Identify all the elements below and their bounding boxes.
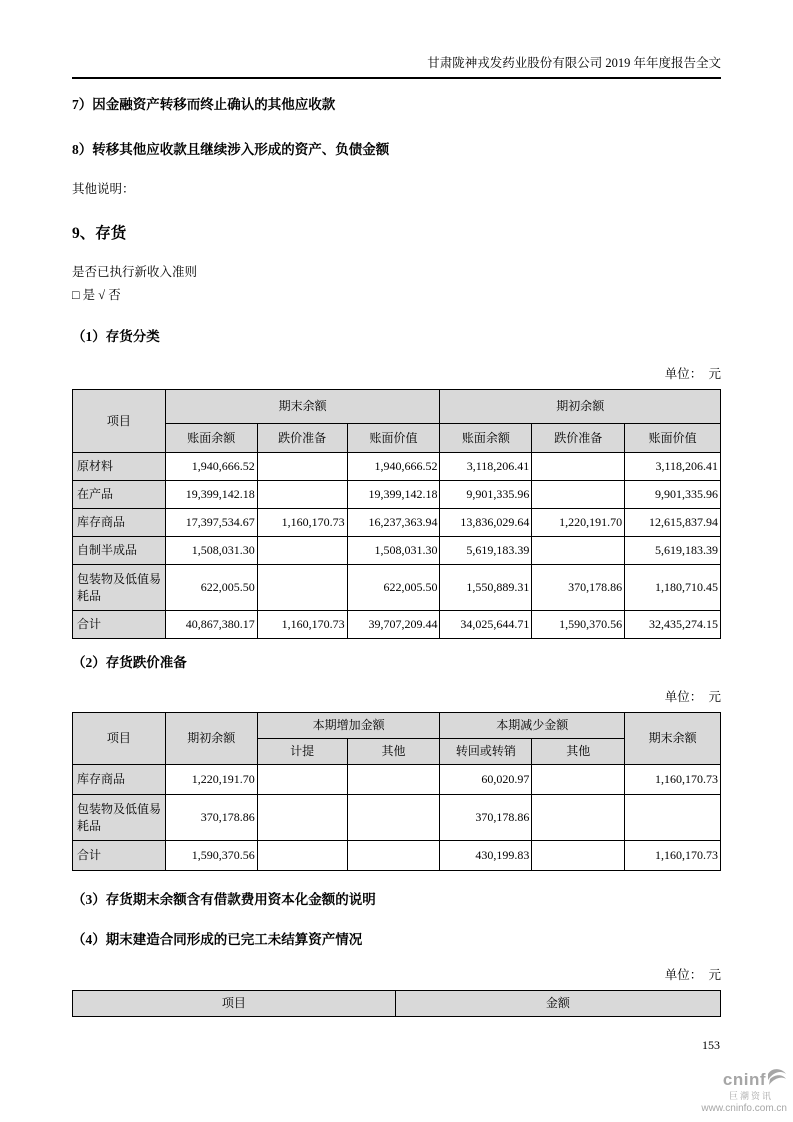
t1-subcol: 账面余额 xyxy=(165,424,257,453)
table-row xyxy=(73,565,721,611)
t2-cell: 1,160,170.73 xyxy=(625,765,721,795)
t1-group-begin: 期初余额 xyxy=(440,390,721,424)
new-revenue-question: 是否已执行新收入准则 xyxy=(72,265,198,279)
t2-row-item: 库存商品 xyxy=(73,765,166,795)
t1-subcol: 账面价值 xyxy=(625,424,721,453)
table-row xyxy=(73,537,721,565)
t2-subcol: 其他 xyxy=(347,739,440,765)
t2-cell xyxy=(257,795,347,841)
t2-cell xyxy=(257,841,347,871)
cninfo-brand-line xyxy=(677,1068,787,1091)
t1-cell: 40,867,380.17 xyxy=(165,611,257,639)
cninfo-url: www.cninfo.com.cn xyxy=(701,1102,787,1114)
t2-cell: 1,590,370.56 xyxy=(165,841,257,871)
t1-cell: 1,508,031.30 xyxy=(165,537,257,565)
t2-cell: 1,220,191.70 xyxy=(165,765,257,795)
t2-cell xyxy=(347,765,440,795)
t1-cell: 3,118,206.41 xyxy=(625,453,721,481)
t1-cell: 19,399,142.18 xyxy=(165,481,257,509)
t1-row-item: 库存商品 xyxy=(73,509,166,537)
t2-group-increase: 本期增加金额 xyxy=(257,713,440,739)
cninfo-brand-text: cninf xyxy=(722,1069,766,1089)
cninfo-brand-cn: 巨潮资讯 xyxy=(728,1091,773,1102)
t1-row-item: 原材料 xyxy=(73,453,166,481)
t1-cell: 13,836,029.64 xyxy=(440,509,532,537)
t2-col-item: 项目 xyxy=(73,713,166,765)
t1-cell: 370,178.86 xyxy=(532,565,625,611)
t1-cell: 1,940,666.52 xyxy=(347,453,440,481)
t2-col-end: 期末余额 xyxy=(625,713,721,765)
t2-group-decrease: 本期减少金额 xyxy=(440,713,625,739)
t1-cell: 12,615,837.94 xyxy=(625,509,721,537)
t2-cell: 370,178.86 xyxy=(165,795,257,841)
report-title: 甘肃陇神戎发药业股份有限公司 2019 年年度报告全文 xyxy=(427,56,721,70)
t1-subcol: 跌价准备 xyxy=(257,424,347,453)
section-9-heading: 9、存货 xyxy=(72,225,127,242)
table-row xyxy=(73,611,721,639)
t2-cell xyxy=(625,795,721,841)
t1-col-item: 项目 xyxy=(73,390,166,453)
t1-cell: 9,901,335.96 xyxy=(440,481,532,509)
t2-cell xyxy=(532,795,625,841)
t1-cell: 5,619,183.39 xyxy=(440,537,532,565)
t1-cell: 17,397,534.67 xyxy=(165,509,257,537)
section-9-2-heading: （2）存货跌价准备 xyxy=(72,655,187,670)
t3-col-amount: 金额 xyxy=(395,991,720,1017)
t2-cell xyxy=(532,765,625,795)
t1-cell: 622,005.50 xyxy=(165,565,257,611)
t2-cell xyxy=(532,841,625,871)
t1-group-end: 期末余额 xyxy=(165,390,440,424)
t1-subcol: 账面余额 xyxy=(440,424,532,453)
t2-cell: 60,020.97 xyxy=(440,765,532,795)
t1-row-item: 在产品 xyxy=(73,481,166,509)
table-row xyxy=(73,841,721,871)
table-row xyxy=(73,509,721,537)
table-row xyxy=(73,453,721,481)
t2-cell: 430,199.83 xyxy=(440,841,532,871)
t1-cell xyxy=(257,537,347,565)
other-note-label: 其他说明： xyxy=(72,182,135,196)
t2-cell xyxy=(347,795,440,841)
unit-label-3: 单位： 元 xyxy=(664,968,721,982)
t2-row-item: 合计 xyxy=(73,841,166,871)
page-number: 153 xyxy=(702,1038,720,1052)
t1-cell xyxy=(532,481,625,509)
table-row xyxy=(73,765,721,795)
t2-subcol: 其他 xyxy=(532,739,625,765)
t1-cell xyxy=(257,453,347,481)
section-9-4-heading: （4）期末建造合同形成的已完工未结算资产情况 xyxy=(72,932,363,947)
t1-cell: 39,707,209.44 xyxy=(347,611,440,639)
cninfo-logo xyxy=(677,1068,787,1114)
t1-row-item: 合计 xyxy=(73,611,166,639)
cninfo-swirl-icon xyxy=(767,1068,787,1091)
unit-label-2: 单位： 元 xyxy=(664,690,721,704)
t1-cell: 3,118,206.41 xyxy=(440,453,532,481)
t1-cell: 16,237,363.94 xyxy=(347,509,440,537)
page-header xyxy=(72,0,721,79)
inventory-classification-table xyxy=(72,389,721,639)
unit-label-1: 单位： 元 xyxy=(664,367,721,381)
t2-cell: 1,160,170.73 xyxy=(625,841,721,871)
t1-cell: 622,005.50 xyxy=(347,565,440,611)
t1-cell: 1,590,370.56 xyxy=(532,611,625,639)
t2-cell: 370,178.86 xyxy=(440,795,532,841)
section-8-heading: 8）转移其他应收款且继续涉入形成的资产、负债金额 xyxy=(72,142,390,157)
new-revenue-answer: □ 是 √ 否 xyxy=(72,288,121,302)
section-9-3-heading: （3）存货期末余额含有借款费用资本化金额的说明 xyxy=(72,892,376,907)
t1-cell: 1,160,170.73 xyxy=(257,509,347,537)
t1-cell: 9,901,335.96 xyxy=(625,481,721,509)
t1-row-item: 自制半成品 xyxy=(73,537,166,565)
t1-subcol: 账面价值 xyxy=(347,424,440,453)
t1-row-item: 包装物及低值易耗品 xyxy=(73,565,166,611)
completed-unsettled-assets-table xyxy=(72,990,721,1017)
t1-cell: 1,508,031.30 xyxy=(347,537,440,565)
t1-cell: 19,399,142.18 xyxy=(347,481,440,509)
t2-subcol: 转回或转销 xyxy=(440,739,532,765)
t1-cell xyxy=(532,453,625,481)
t3-col-item: 项目 xyxy=(73,991,396,1017)
t1-cell: 1,550,889.31 xyxy=(440,565,532,611)
t1-cell: 1,180,710.45 xyxy=(625,565,721,611)
page-content xyxy=(0,95,793,1017)
table-row xyxy=(73,481,721,509)
t1-cell: 1,220,191.70 xyxy=(532,509,625,537)
section-7-heading: 7）因金融资产转移而终止确认的其他应收款 xyxy=(72,97,336,112)
t1-subcol: 跌价准备 xyxy=(532,424,625,453)
t1-cell: 1,160,170.73 xyxy=(257,611,347,639)
t1-cell xyxy=(532,537,625,565)
t2-row-item: 包装物及低值易耗品 xyxy=(73,795,166,841)
inventory-provision-table xyxy=(72,712,721,871)
t2-cell xyxy=(257,765,347,795)
t1-cell: 5,619,183.39 xyxy=(625,537,721,565)
t1-cell xyxy=(257,565,347,611)
t1-cell: 1,940,666.52 xyxy=(165,453,257,481)
t1-cell xyxy=(257,481,347,509)
table-row xyxy=(73,795,721,841)
t1-cell: 34,025,644.71 xyxy=(440,611,532,639)
section-9-1-heading: （1）存货分类 xyxy=(72,329,160,344)
t2-col-begin: 期初余额 xyxy=(165,713,257,765)
t2-cell xyxy=(347,841,440,871)
t1-cell: 32,435,274.15 xyxy=(625,611,721,639)
t2-subcol: 计提 xyxy=(257,739,347,765)
